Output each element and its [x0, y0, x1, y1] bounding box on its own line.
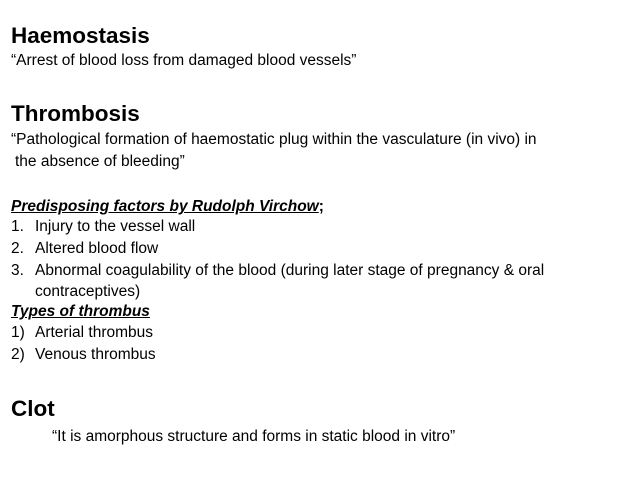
haemostasis-definition: “Arrest of blood loss from damaged blood vessels”	[11, 52, 357, 69]
factor-number: 3.	[11, 262, 24, 279]
factor-number: 2.	[11, 240, 24, 257]
haemostasis-heading: Haemostasis	[11, 23, 150, 48]
type-number: 1)	[11, 324, 25, 341]
factors-heading-line	[11, 198, 324, 216]
factors-heading: Predisposing factors by Rudolph Virchow	[11, 198, 319, 215]
factor-text: Abnormal coagulability of the blood (during later stage of pregnancy & oral	[35, 262, 545, 279]
type-item	[11, 346, 156, 364]
thrombosis-definition-line2: the absence of bleeding”	[15, 153, 185, 170]
thrombosis-heading: Thrombosis	[11, 101, 140, 126]
factor-text-continued: contraceptives)	[35, 283, 141, 300]
factor-item	[11, 240, 158, 258]
factors-heading-suffix: ;	[318, 198, 324, 215]
factor-item	[11, 218, 195, 236]
factor-text: Altered blood flow	[35, 240, 159, 257]
clot-heading: Clot	[11, 396, 55, 421]
type-text: Arterial thrombus	[35, 324, 154, 341]
type-text: Venous thrombus	[35, 346, 156, 363]
thrombosis-definition-line1: “Pathological formation of haemostatic plug within the vasculature (in vivo) in	[11, 131, 537, 148]
clot-definition: “It is amorphous structure and forms in static blood in vitro”	[52, 428, 456, 445]
factor-item	[11, 262, 544, 280]
type-number: 2)	[11, 346, 25, 363]
types-heading: Types of thrombus	[11, 303, 150, 320]
type-item	[11, 324, 153, 342]
factor-number: 1.	[11, 218, 24, 235]
factor-text: Injury to the vessel wall	[35, 218, 196, 235]
